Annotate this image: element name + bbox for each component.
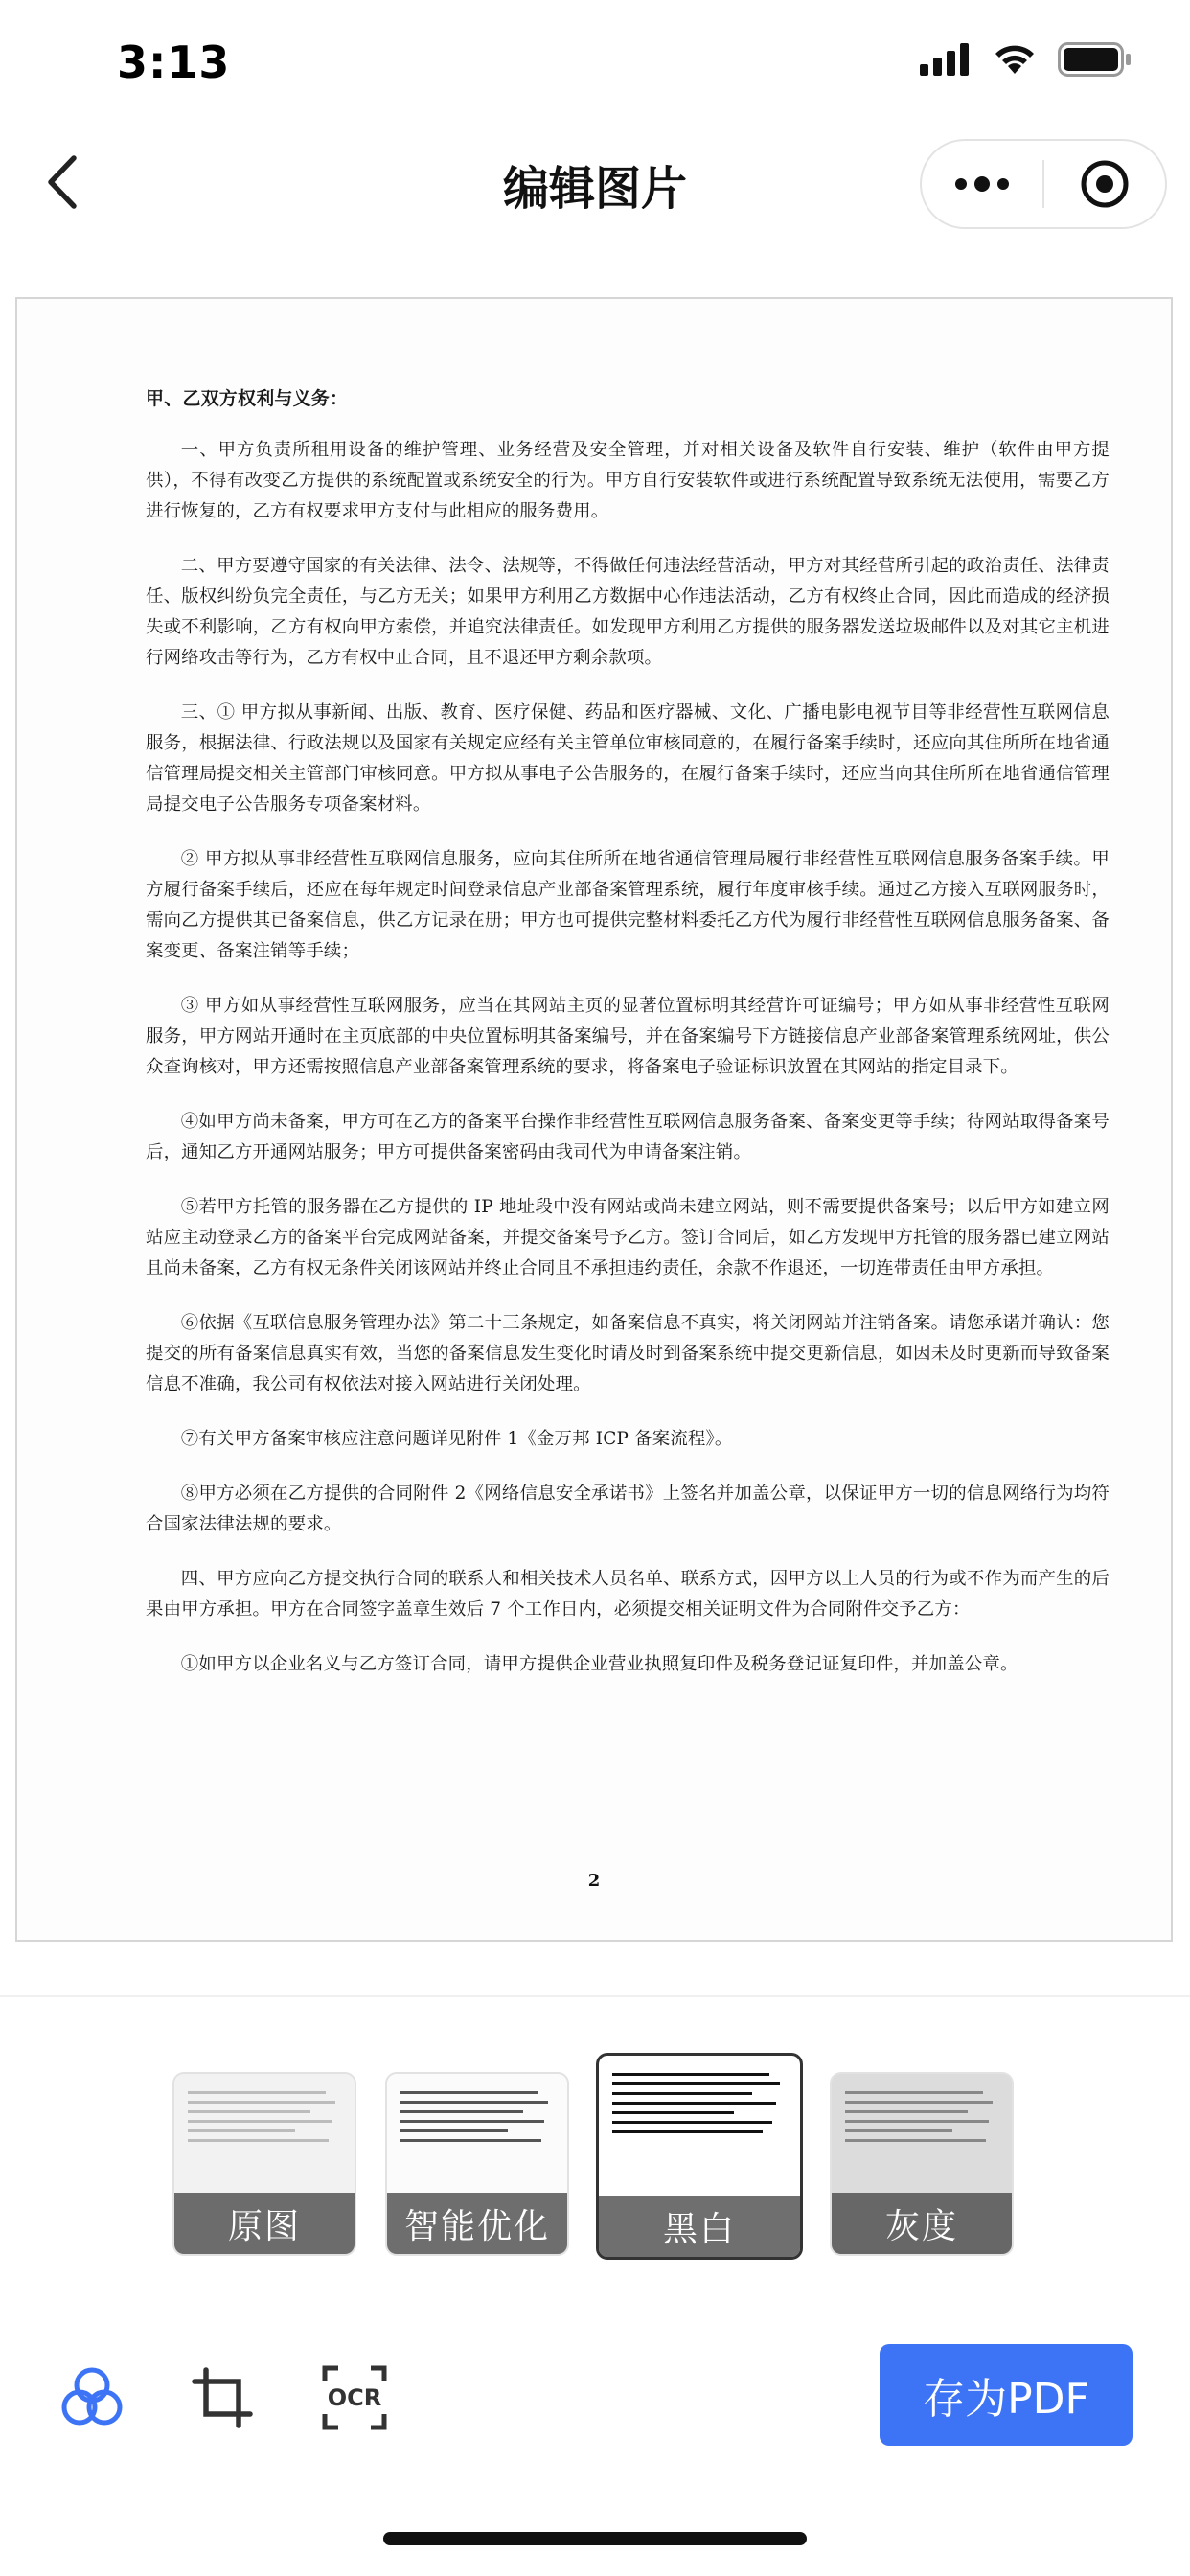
document-paragraph: 一、甲方负责所租用设备的维护管理、业务经营及安全管理，并对相关设备及软件自行安装、维护（软件由甲方提供），不得有改变乙方提供的系统配置或系统安全的行为。甲方自行安装软件或进行系统配置导致系统无法使用，需要乙方进行恢复的，乙方有权要求甲方支付与此相应的服务费用。 xyxy=(146,440,1110,521)
crop-icon xyxy=(191,2366,254,2429)
section-divider xyxy=(0,1995,1190,1997)
document-paragraph: ③ 甲方如从事经营性互联网服务，应当在其网站主页的显著位置标明其经营许可证编号；甲方如从事非经营性互联网服务，甲方网站开通时在主页底部的中央位置标明其备案编号，并在备案编号下方链接信息产业部备案管理系统网址，供公众查询核对，甲方还需按照信息产业部备案管理系统的要求，将备案电子验证标识放置在其网站的指定目录下。 xyxy=(146,996,1110,1077)
document-heading: 甲、乙双方权利与义务： xyxy=(146,388,349,409)
filter-grayscale[interactable] xyxy=(830,2072,1014,2256)
more-button[interactable] xyxy=(922,141,1042,227)
filter-original[interactable] xyxy=(172,2072,356,2256)
filter-thumbnail xyxy=(400,2091,554,2149)
mini-program-capsule xyxy=(920,139,1167,229)
filter-label: 原图 xyxy=(174,2193,355,2254)
close-mini-program-button[interactable] xyxy=(1044,141,1165,227)
document-paragraph: ⑤若甲方托管的服务器在乙方提供的 IP 地址段中没有网站或尚未建立网站，则不需要提供备案号；以后甲方如建立网站应主动登录乙方的备案平台完成网站备案，并提交备案号予乙方。签订合同后，如乙方发现甲方托管的服务器已建立网站且尚未备案，乙方有权无条件关闭该网站并终止合同且不承担违约责任，余款不作退还，一切连带责任由甲方承担。 xyxy=(146,1197,1110,1278)
filter-thumbnail xyxy=(845,2091,998,2149)
filter-black-white[interactable] xyxy=(596,2053,803,2260)
signal-icon xyxy=(920,43,972,76)
document-paragraph: ⑧甲方必须在乙方提供的合同附件 2《网络信息安全承诺书》上签名并加盖公章，以保证甲方一切的信息网络行为均符合国家法律法规的要求。 xyxy=(146,1484,1110,1534)
page-title: 编辑图片 xyxy=(502,162,687,216)
status-icons xyxy=(920,42,1133,77)
filter-thumbnail xyxy=(612,2073,787,2140)
ocr-tool-button[interactable] xyxy=(316,2359,393,2436)
document-paragraph: ② 甲方拟从事非经营性互联网信息服务，应向其住所所在地省通信管理局履行非经营性互联网信息服务备案手续。甲方履行备案手续后，还应在每年规定时间登录信息产业部备案管理系统，履行年度审核手续。通过乙方接入互联网服务时，需向乙方提供其已备案信息，供乙方记录在册；甲方也可提供完整材料委托乙方代为履行非经营性互联网信息服务备案、备案变更、备案注销等手续； xyxy=(146,849,1110,961)
filter-thumbnail xyxy=(188,2091,341,2149)
filter-smart[interactable] xyxy=(385,2072,569,2256)
document-content xyxy=(146,383,1110,1704)
document-page-number: 2 xyxy=(587,1871,601,1891)
document-paragraph: 四、甲方应向乙方提交执行合同的联系人和相关技术人员名单、联系方式，因甲方以上人员的行为或不作为而产生的后果由甲方承担。甲方在合同签字盖章生效后 7 个工作日内，必须提交相关证明文件为合同附件交予乙方： xyxy=(146,1569,1110,1620)
filter-label: 黑白 xyxy=(599,2196,800,2257)
filter-options xyxy=(0,2053,1190,2264)
document-paragraph: ①如甲方以企业名义与乙方签订合同，请甲方提供企业营业执照复印件及税务登记证复印件，并加盖公章。 xyxy=(180,1654,1018,1674)
filter-label: 灰度 xyxy=(832,2193,1012,2254)
document-paragraph: 二、甲方要遵守国家的有关法律、法令、法规等，不得做任何违法经营活动，甲方对其经营所引起的政治责任、法律责任、版权纠纷负完全责任，与乙方无关；如果甲方利用乙方数据中心作违法活动，乙方有权终止合同，因此而造成的经济损失或不利影响，乙方有权向甲方索偿，并追究法律责任。如发现甲方利用乙方提供的服务器发送垃圾邮件以及对其它主机进行网络攻击等行为，乙方有权中止合同，且不退还甲方剩余款项。 xyxy=(146,556,1110,668)
document-paragraph: 三、① 甲方拟从事新闻、出版、教育、医疗保健、药品和医疗器械、文化、广播电影电视节目等非经营性互联网信息服务，根据法律、行政法规以及国家有关规定应经有关主管单位审核同意的，在履行备案手续时，还应向其住所所在地省通信管理局提交相关主管部门审核同意。甲方拟从事电子公告服务的，在履行备案手续时，还应当向其住所所在地省通信管理局提交电子公告服务专项备案材料。 xyxy=(146,702,1110,815)
color-circles-icon xyxy=(58,2364,126,2431)
crop-tool-button[interactable] xyxy=(184,2359,261,2436)
filter-label: 智能优化 xyxy=(387,2193,567,2254)
document-preview[interactable] xyxy=(15,297,1173,1942)
home-indicator xyxy=(383,2532,807,2545)
save-as-pdf-button[interactable]: 存为PDF xyxy=(880,2344,1133,2446)
status-time: 3:13 xyxy=(117,36,231,88)
target-icon xyxy=(1079,158,1131,210)
document-paragraph: ④如甲方尚未备案，甲方可在乙方的备案平台操作非经营性互联网信息服务备案、备案变更等手续；待网站取得备案号后，通知乙方开通网站服务；甲方可提供备案密码由我司代为申请备案注销。 xyxy=(146,1112,1110,1162)
ocr-label: OCR xyxy=(327,2384,382,2411)
document-paragraph: ⑥依据《互联信息服务管理办法》第二十三条规定，如备案信息不真实，将关闭网站并注销备案。请您承诺并确认：您提交的所有备案信息真实有效，当您的备案信息发生变化时请及时到备案系统中提交更新信息，如因未及时更新而导致备案信息不准确，我公司有权依法对接入网站进行关闭处理。 xyxy=(146,1313,1110,1394)
battery-icon xyxy=(1058,42,1133,77)
filter-tool-button[interactable] xyxy=(54,2359,130,2436)
document-paragraph: ⑦有关甲方备案审核应注意问题详见附件 1《金万邦 ICP 备案流程》。 xyxy=(180,1429,733,1449)
wifi-icon xyxy=(993,43,1037,76)
more-dots-icon xyxy=(953,176,1011,192)
